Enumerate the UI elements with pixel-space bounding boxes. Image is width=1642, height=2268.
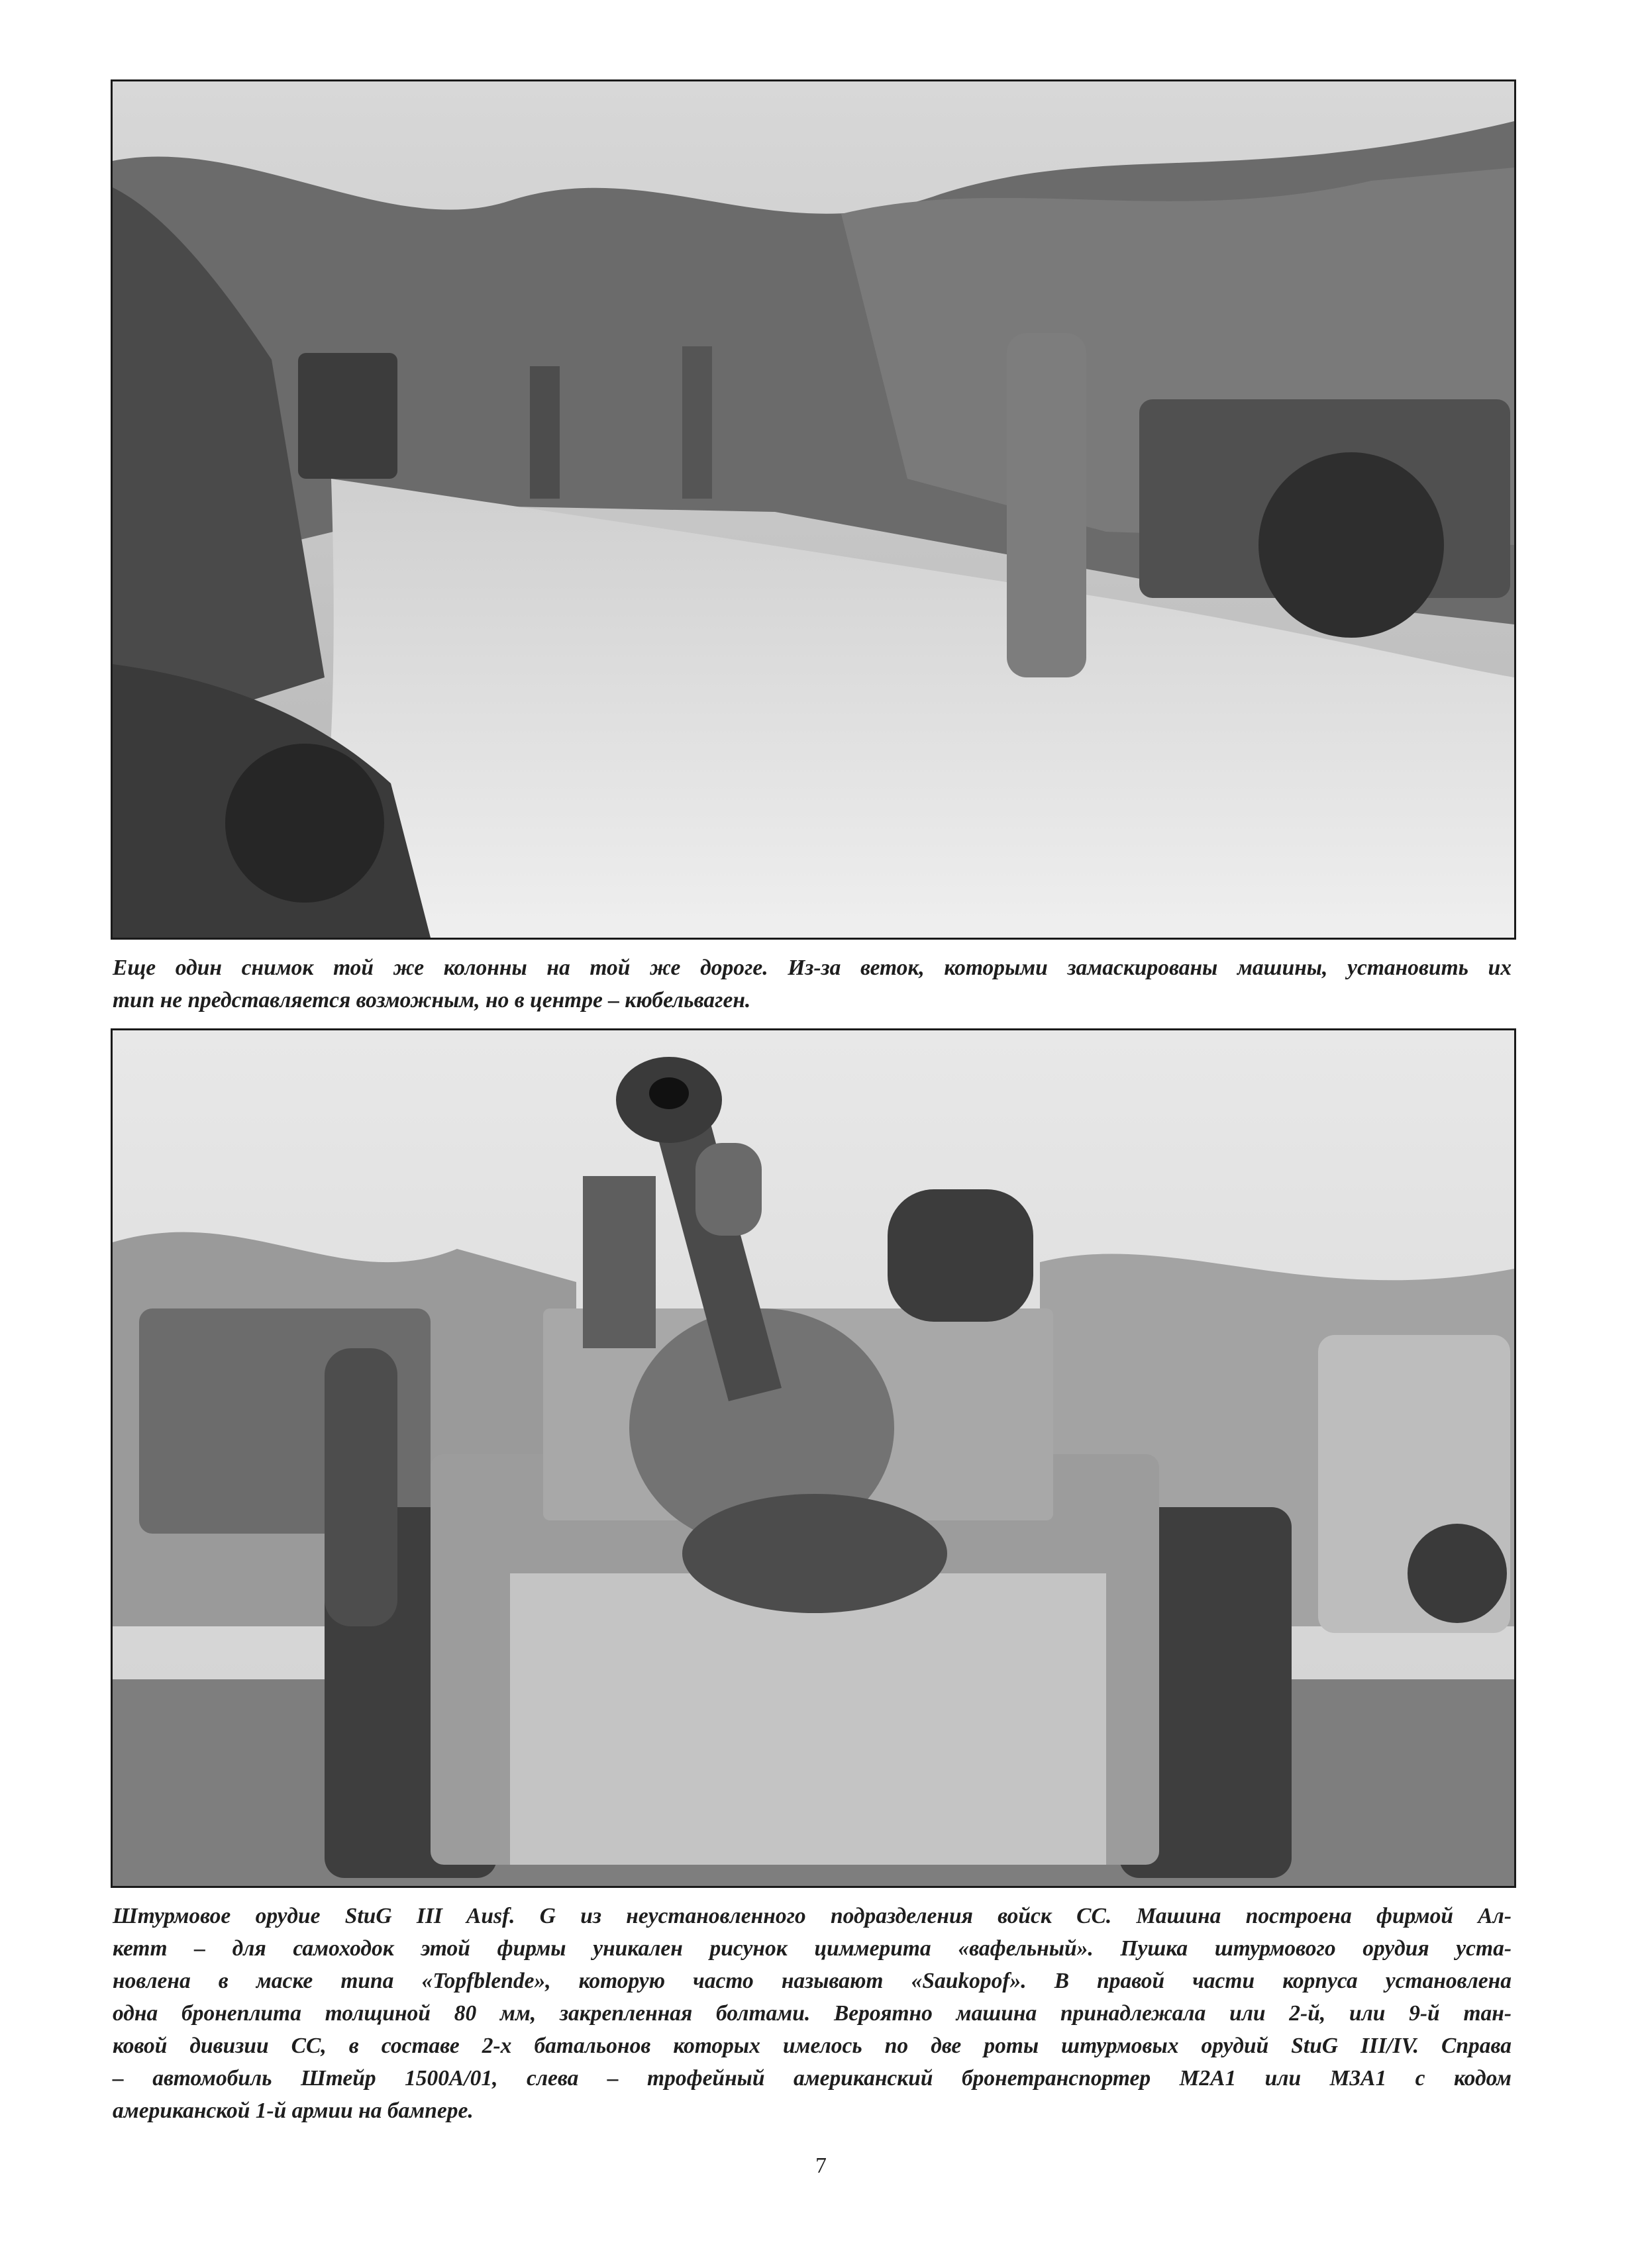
photo-caption-bottom (113, 1900, 1512, 2127)
caption-line: ковой дивизии СС, в составе 2-х батальонов которых имелось по две роты штурмовых орудий StuG III/IV. Справа (113, 2034, 1512, 2058)
caption-line: американской 1-й армии на бампере. (113, 2098, 474, 2123)
photo-assault-gun (111, 1028, 1516, 1888)
caption-line: Еще один снимок той же колонны на той же дороге. Из-за веток, которыми замаскированы машины, установить их (113, 956, 1512, 980)
photo-road-column-icon (113, 81, 1514, 938)
caption-line: новлена в маске типа «Topfblende», которую часто называют «Saukopof». В правой части корпуса установлена (113, 1969, 1512, 1993)
photo-assault-gun-icon (113, 1030, 1514, 1886)
page-number: 7 (815, 2153, 827, 2178)
caption-line: одна бронеплита толщиной 80 мм, закрепленная болтами. Вероятно машина принадлежала или 2-й, или 9-й тан- (113, 2001, 1512, 2026)
photo-road-column (111, 79, 1516, 940)
caption-line: Штурмовое орудие StuG III Ausf. G из неустановленного подразделения войск СС. Машина построена фирмой Ал- (113, 1904, 1512, 1928)
caption-line: кетт – для самоходок этой фирмы уникален рисунок циммерита «вафельный». Пушка штурмового орудия уста- (113, 1936, 1512, 1961)
caption-line: тип не представляется возможным, но в центре – кюбельваген. (113, 988, 751, 1012)
photo-caption-top (113, 952, 1512, 1016)
caption-line: – автомобиль Штейр 1500А/01, слева – трофейный американский бронетранспортер М2А1 или М3А1 с кодом (113, 2066, 1512, 2091)
